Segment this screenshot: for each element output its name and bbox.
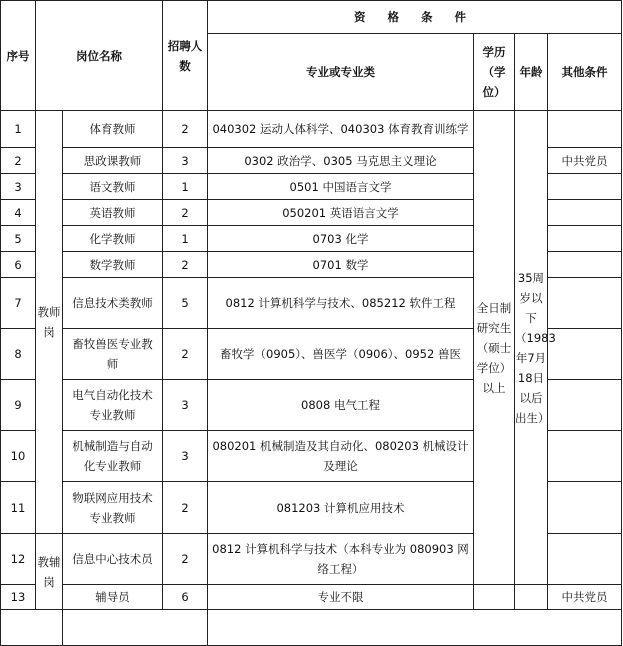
cell-count: 5 <box>163 278 208 329</box>
cell-other <box>548 252 622 278</box>
shared-education: 全日制研究生（硕士学位）以上 <box>474 111 515 585</box>
cell-count: 2 <box>163 534 208 585</box>
cropped-cell <box>63 610 208 646</box>
cell-other <box>548 431 622 482</box>
cell-other: 中共党员 <box>548 148 622 174</box>
cell-other <box>548 534 622 585</box>
cell-count: 1 <box>163 174 208 200</box>
header-major: 专业或专业类 <box>208 34 474 111</box>
cell-major: 080201 机械制造及其自动化、080203 机械设计及理论 <box>208 431 474 482</box>
cropped-cell <box>208 610 622 646</box>
cell-major: 0701 数学 <box>208 252 474 278</box>
cell-position: 信息技术类教师 <box>63 278 163 329</box>
cell-count: 3 <box>163 380 208 431</box>
cell-major: 0812 计算机科学与技术、085212 软件工程 <box>208 278 474 329</box>
cell-other <box>548 226 622 252</box>
cell-count: 3 <box>163 431 208 482</box>
cell-seq: 4 <box>1 200 36 226</box>
cell-seq: 7 <box>1 278 36 329</box>
cell-position: 信息中心技术员 <box>63 534 163 585</box>
cell-major: 0812 计算机科学与技术（本科专业为 080903 网络工程） <box>208 534 474 585</box>
header-education: 学历（学位） <box>474 34 515 111</box>
cell-major: 0808 电气工程 <box>208 380 474 431</box>
cell-major: 040302 运动人体科学、040303 体育教育训练学 <box>208 111 474 148</box>
cell-position: 数学教师 <box>63 252 163 278</box>
cell-major: 0302 政治学、0305 马克思主义理论 <box>208 148 474 174</box>
cell-position: 畜牧兽医专业教师 <box>63 329 163 380</box>
cell-position: 英语教师 <box>63 200 163 226</box>
cell-seq: 10 <box>1 431 36 482</box>
cell-major: 0703 化学 <box>208 226 474 252</box>
cell-seq: 8 <box>1 329 36 380</box>
cell-other <box>548 380 622 431</box>
cell-position: 体育教师 <box>63 111 163 148</box>
cell-major: 专业不限 <box>208 585 474 610</box>
cell-age-13 <box>515 585 548 610</box>
cell-other: 中共党员 <box>548 585 622 610</box>
cell-count: 2 <box>163 200 208 226</box>
cell-other <box>548 329 622 380</box>
cell-seq: 1 <box>1 111 36 148</box>
cell-education-13 <box>474 585 515 610</box>
table-row <box>1 111 622 148</box>
cropped-cell <box>1 610 63 646</box>
header-qualifications: 资 格 条 件 <box>208 1 622 34</box>
cell-position: 语文教师 <box>63 174 163 200</box>
shared-age: 35周岁以下（1983年7月18日以后出生） <box>515 111 548 585</box>
cell-count: 6 <box>163 585 208 610</box>
cell-other <box>548 174 622 200</box>
cell-major: 0501 中国语言文学 <box>208 174 474 200</box>
header-row-1 <box>1 1 622 34</box>
cell-count: 3 <box>163 148 208 174</box>
cell-seq: 5 <box>1 226 36 252</box>
cell-seq: 6 <box>1 252 36 278</box>
group-assistant: 教辅岗 <box>36 534 63 610</box>
cell-seq: 12 <box>1 534 36 585</box>
cell-major: 050201 英语语言文学 <box>208 200 474 226</box>
cell-other <box>548 482 622 534</box>
header-seq: 序号 <box>1 1 36 111</box>
cell-major: 畜牧学（0905）、兽医学（0906）、0952 兽医 <box>208 329 474 380</box>
cell-position: 机械制造与自动化专业教师 <box>63 431 163 482</box>
cell-seq: 9 <box>1 380 36 431</box>
cell-position: 电气自动化技术专业教师 <box>63 380 163 431</box>
header-other: 其他条件 <box>548 34 622 111</box>
cell-other <box>548 200 622 226</box>
header-position-name: 岗位名称 <box>36 1 163 111</box>
cell-count: 2 <box>163 252 208 278</box>
group-teacher: 教师岗 <box>36 111 63 534</box>
table-row <box>1 585 622 610</box>
cell-count: 2 <box>163 111 208 148</box>
header-age: 年龄 <box>515 34 548 111</box>
cell-count: 1 <box>163 226 208 252</box>
cell-position: 辅导员 <box>63 585 163 610</box>
cell-seq: 13 <box>1 585 36 610</box>
cell-seq: 3 <box>1 174 36 200</box>
cell-position: 化学教师 <box>63 226 163 252</box>
cell-position: 思政课教师 <box>63 148 163 174</box>
cell-seq: 11 <box>1 482 36 534</box>
cell-position: 物联网应用技术专业教师 <box>63 482 163 534</box>
cell-count: 2 <box>163 482 208 534</box>
cell-other <box>548 278 622 329</box>
header-recruit-count: 招聘人数 <box>163 1 208 111</box>
cell-other <box>548 111 622 148</box>
cell-seq: 2 <box>1 148 36 174</box>
cell-major: 081203 计算机应用技术 <box>208 482 474 534</box>
cell-count: 2 <box>163 329 208 380</box>
cropped-row <box>1 610 622 646</box>
